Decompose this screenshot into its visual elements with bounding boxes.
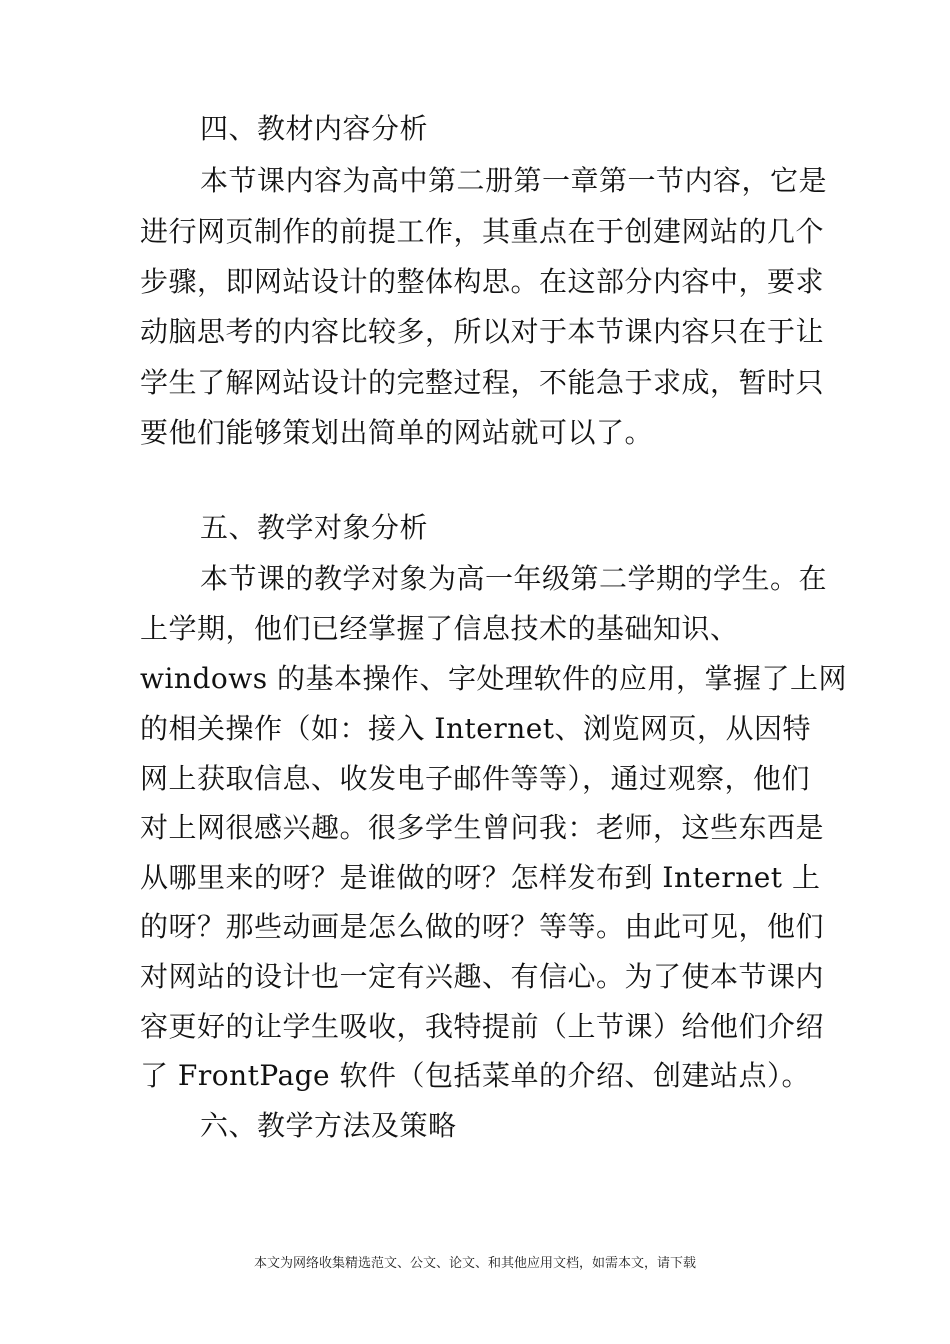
paragraph-line: 要他们能够策划出简单的网站就可以了。 (140, 416, 654, 449)
paragraph-line: 容更好的让学生吸收，我特提前（上节课）给他们介绍 (140, 1010, 825, 1043)
paragraph-line: 的呀？那些动画是怎么做的呀？等等。由此可见，他们 (140, 910, 825, 943)
paragraph-line: 学生了解网站设计的完整过程，不能急于求成，暂时只 (140, 366, 825, 399)
paragraph-line: 网上获取信息、收发电子邮件等等），通过观察，他们 (140, 762, 811, 795)
paragraph-line: 步骤，即网站设计的整体构思。在这部分内容中，要求 (140, 265, 825, 298)
paragraph-line: windows 的基本操作、字处理软件的应用，掌握了上网 (140, 662, 847, 695)
section-heading-student-analysis: 五、教学对象分析 (200, 511, 429, 544)
paragraph-line: 了 FrontPage 软件（包括菜单的介绍、创建站点）。 (140, 1059, 811, 1092)
paragraph-line: 的相关操作（如：接入 Internet、浏览网页，从因特 (140, 712, 812, 745)
paragraph-line: 从哪里来的呀？是谁做的呀？怎样发布到 Internet 上 (140, 861, 821, 894)
paragraph-line: 本节课的教学对象为高一年级第二学期的学生。在 (200, 562, 828, 595)
paragraph-line: 进行网页制作的前提工作，其重点在于创建网站的几个 (140, 215, 825, 248)
section-heading-textbook-analysis: 四、教材内容分析 (200, 112, 429, 145)
paragraph-line: 动脑思考的内容比较多，所以对于本节课内容只在于让 (140, 315, 825, 348)
section-heading-teaching-methods: 六、教学方法及策略 (200, 1109, 457, 1142)
paragraph-line: 上学期，他们已经掌握了信息技术的基础知识、 (140, 612, 739, 645)
page-footer: 本文为网络收集精选范文、公文、论文、和其他应用文档，如需本文，请下载 (253, 1256, 696, 1271)
paragraph-line: 对上网很感兴趣。很多学生曾问我：老师，这些东西是 (140, 811, 825, 844)
paragraph-line: 对网站的设计也一定有兴趣、有信心。为了使本节课内 (140, 960, 825, 993)
paragraph-line: 本节课内容为高中第二册第一章第一节内容，它是 (200, 164, 828, 197)
